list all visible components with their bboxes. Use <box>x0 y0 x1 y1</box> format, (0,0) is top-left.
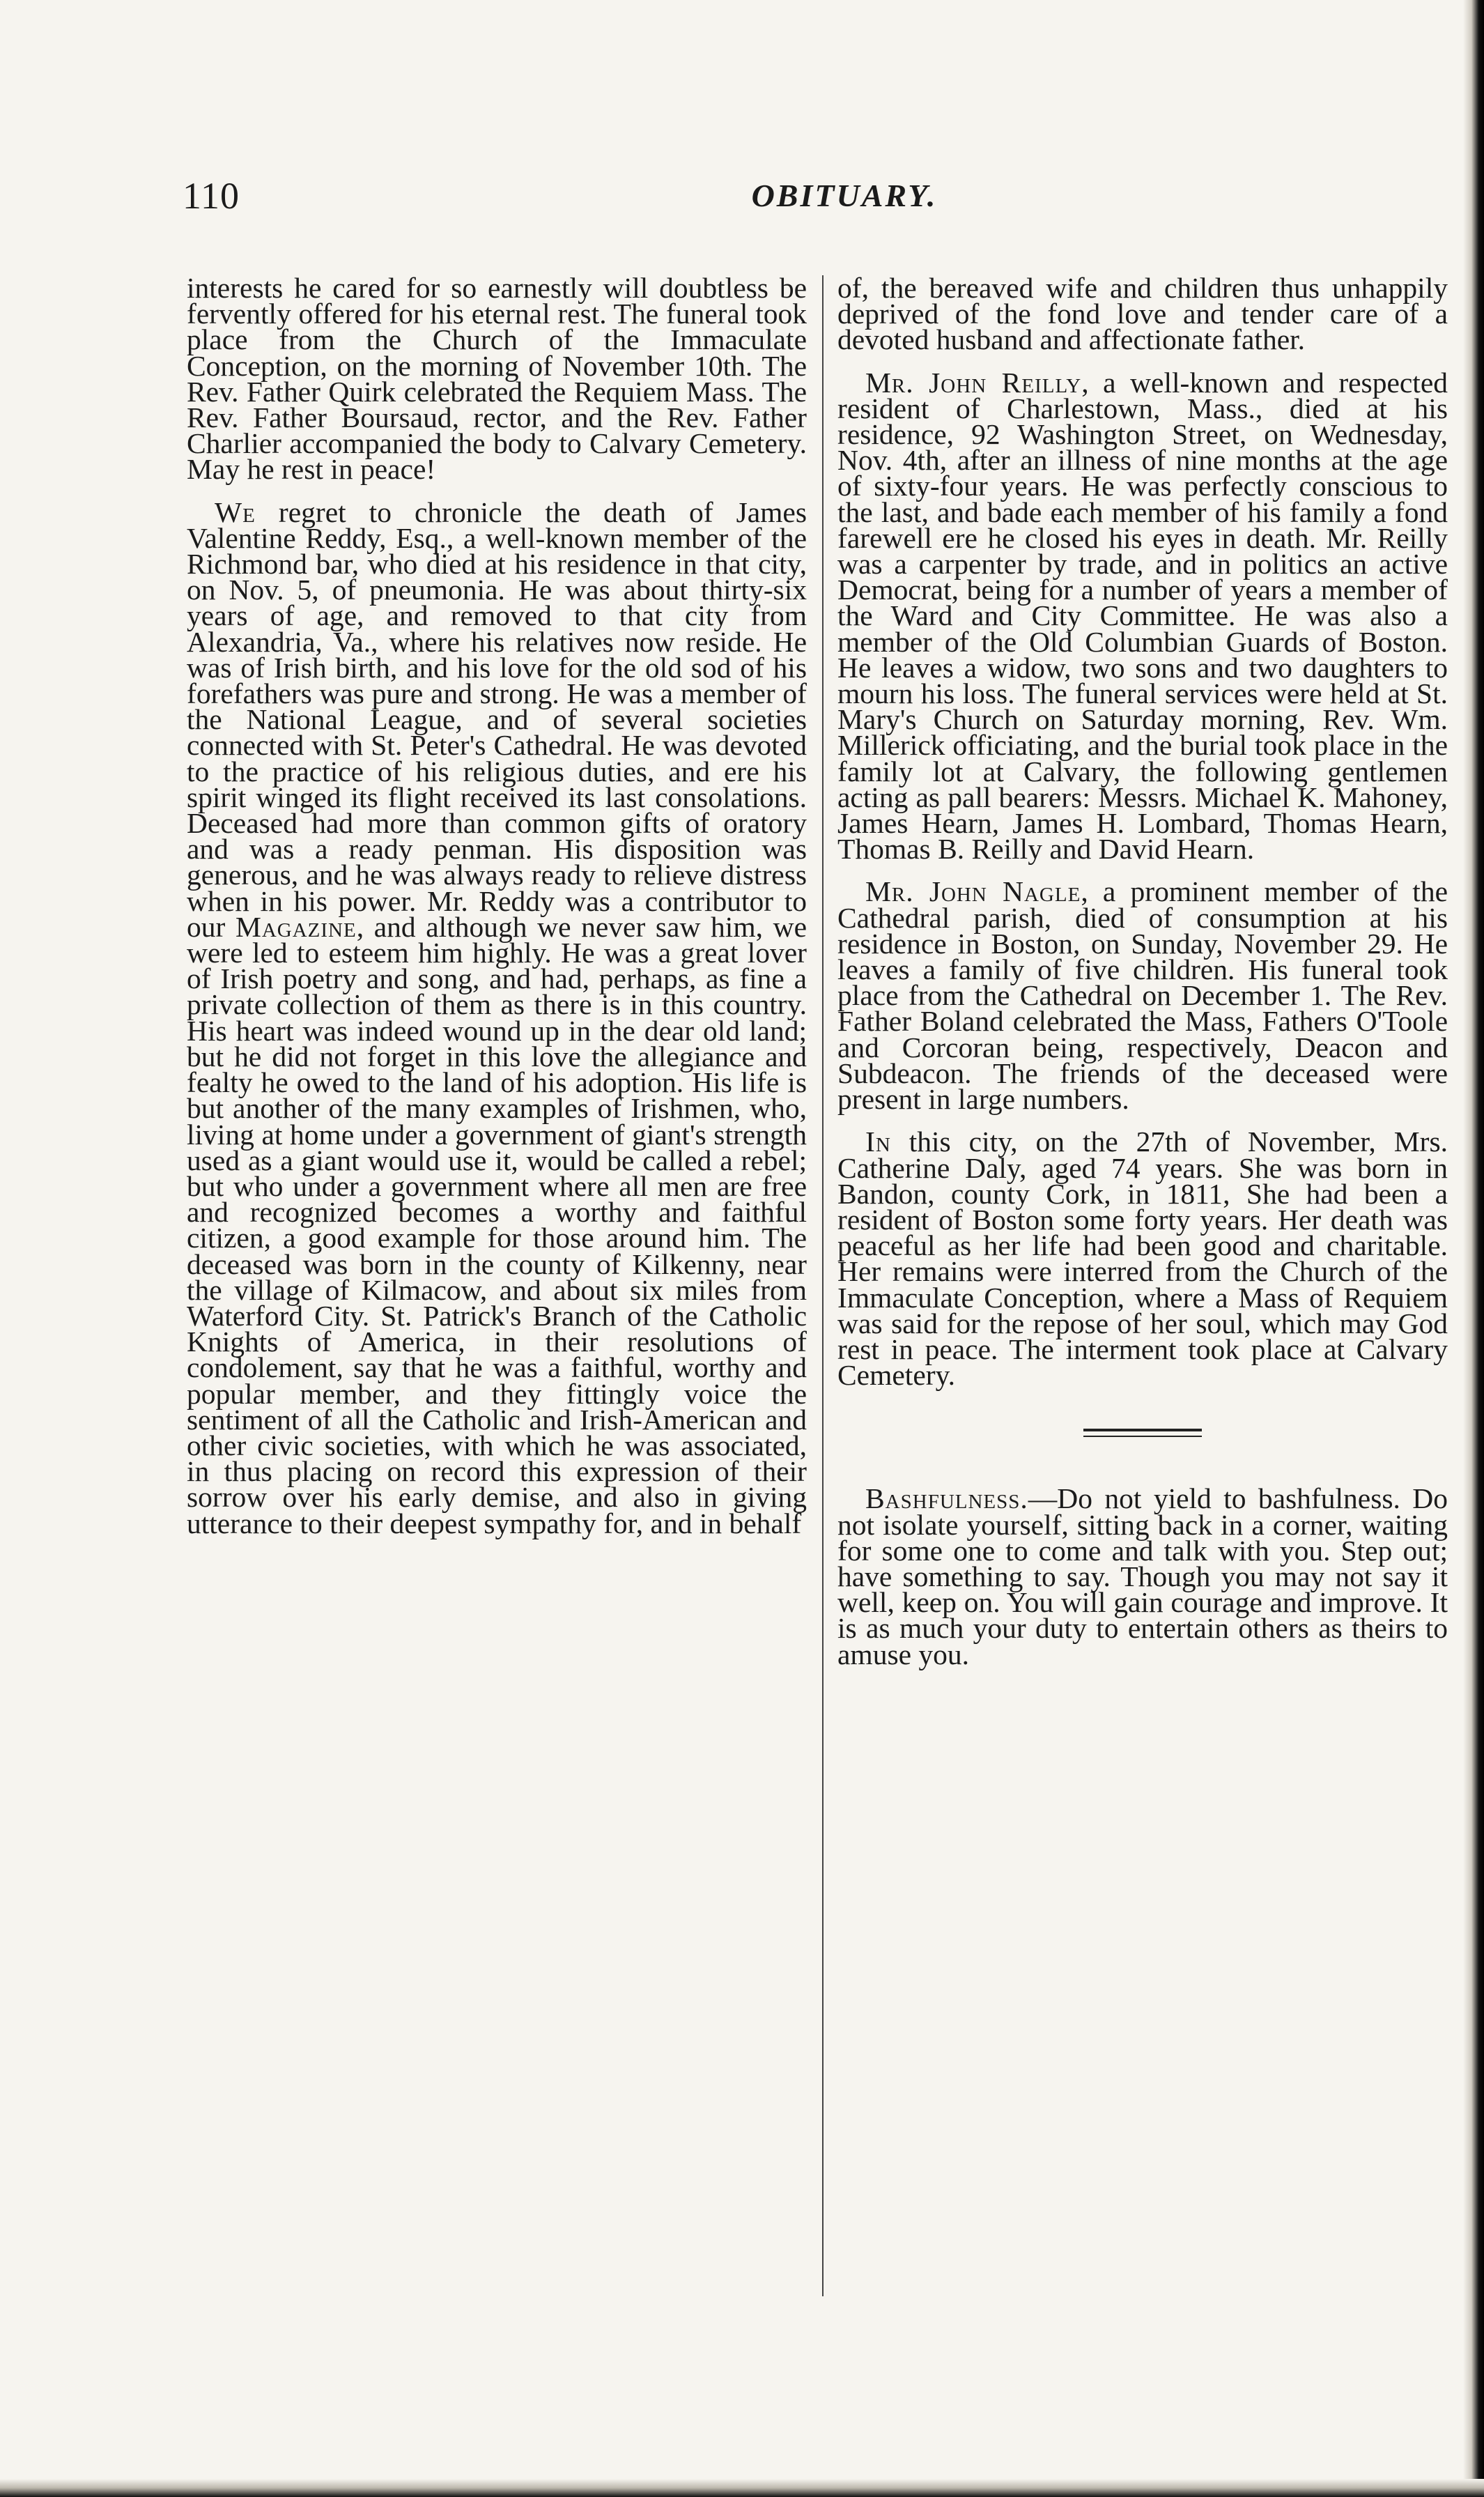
running-head: OBITUARY. <box>751 178 938 213</box>
text-run: , a well-known and respected resident of Charlestown, Mass., died at his residence, 92 Washington Street, on Wednesday, Nov. 4th, after an illness of nine months at the age of sixty-four years. He was perfectly conscious to the last, and bade each member of his family a fond farewell ere he closed his eyes in death. Mr. Reilly was a carpenter by trade, and in politics an active Democrat, being for a number of years a member of the Ward and City Committee. He was also a member of the Old Columbian Guards of Boston. He leaves a widow, two sons and two daughters to mourn his loss. The funeral services were held at St. Mary's Church on Saturday morning, Rev. Wm. Millerick officiating, and the burial took place in the family lot at Calvary, the following gentlemen acting as pall bearers: Messrs. Michael K. Mahoney, James Hearn, James H. Lombard, Thomas Hearn, Thomas B. Reilly and David Hearn. <box>837 366 1448 866</box>
lead-word: In <box>865 1125 891 1158</box>
paragraph-bashfulness <box>837 1482 1448 1670</box>
lead-name: Mr. John Nagle <box>865 875 1081 908</box>
page-edge-shadow <box>1463 0 1484 2497</box>
page-bottom-shadow <box>0 2479 1484 2497</box>
text-run: —Do not yield to bashfulness. Do not isolate yourself, sitting back in a corner, waiting for some one to come and talk with you. Step out; have something to say. Though you may not say it well, keep on. You will gain courage and improve. It is as much your duty to entertain others as theirs to amuse you. <box>837 1482 1448 1670</box>
rule-thick <box>1083 1429 1202 1431</box>
paragraph-reilly <box>837 366 1448 866</box>
lead-name: Mr. John Reilly <box>865 366 1082 399</box>
left-column <box>187 272 807 1539</box>
lead-title: Bashfulness. <box>865 1482 1028 1515</box>
paragraph-reddy <box>187 495 807 1539</box>
text-run: , and although we never saw him, we were led to esteem him highly. He was a great lover of Irish poetry and song, and had, perhaps, as fine a private collection of them as there is in this country. His heart was indeed wound up in the dear old land; but he did not forget in this love the allegiance and fealty he owed to the land of his adoption. His life is but another of the many examples of Irishmen, who, living at home under a government of giant's strength used as a giant would use it, would be called a rebel; but who under a government where all men are free and recognized becomes a worthy and faithful citizen, a good example for those around him. The deceased was born in the county of Kilkenny, near the village of Kilmacow, and about six miles from Waterford City. St. Patrick's Branch of the Catholic Knights of America, in their resolutions of condolement, say that he was a faithful, worthy and popular member, and they fittingly voice the sentiment of all the Catholic and Irish-American and other civic societies, with which he was associated, in thus placing on record this expression of their sorrow over his early demise, and also in giving utterance to their deepest sympathy for, and in behalf <box>187 910 807 1539</box>
column-divider <box>822 275 824 2296</box>
paragraph-continuation: interests he cared for so earnestly will doubtless be fervently offered for his eternal rest. The funeral took place from the Church of the Immaculate Conception, on the morning of November 10th. The Rev. Father Quirk celebrated the Requiem Mass. The Rev. Father Boursaud, rector, and the Rev. Father Charlier accompanied the body to Calvary Cemetery. May he rest in peace! <box>187 272 807 486</box>
page-number: 110 <box>183 175 240 217</box>
text-run: , a prominent member of the Cathedral parish, died of consumption at his residence in Boston, on Sunday, November 29. He leaves a family of five children. His funeral took place from the Cathedral on December 1. The Rev. Father Boland celebrated the Mass, Fathers O'Toole and Corcoran being, respectively, Deacon and Subdeacon. The friends of the deceased were present in large numbers. <box>837 875 1448 1116</box>
text-run: this city, on the 27th of November, Mrs. Catherine Daly, aged 74 years. She was born in Bandon, county Cork, in 1811, She had been a resident of Boston some forty years. Her death was peaceful as her life had been good and charitable. Her remains were interred from the Church of the Immaculate Conception, where a Mass of Requiem was said for the repose of her soul, which may God rest in peace. The interment took place at Calvary Cemetery. <box>837 1125 1448 1392</box>
paragraph-daly <box>837 1125 1448 1392</box>
lead-word: We <box>215 495 256 528</box>
page-header <box>183 174 1451 223</box>
rule-thin <box>1083 1436 1202 1437</box>
right-column <box>837 272 1448 1670</box>
text-run: regret to chronicle the death of James Valentine Reddy, Esq., a well-known member of the Richmond bar, who died at his residence in that city, on Nov. 5, of pneumonia. He was about thirty-six years of age, and removed to that city from Alexandria, Va., where his relatives now reside. He was of Irish birth, and his love for the old sod of his forefathers was pure and strong. He was a member of the National League, and of several societies connected with St. Peter's Cathedral. He was devoted to the practice of his religious duties, and ere his spirit winged its flight received its last consolations. Deceased had more than common gifts of oratory and was a ready penman. His disposition was generous, and he was always ready to relieve distress when in his power. Mr. Reddy was a contributor to our <box>187 495 807 943</box>
section-rule <box>1083 1429 1202 1437</box>
magazine-word: Magazine <box>235 910 357 943</box>
paragraph-nagle <box>837 875 1448 1116</box>
paragraph-continuation: of, the bereaved wife and children thus unhappily deprived of the fond love and tender care of a devoted husband and affectionate father. <box>837 272 1448 356</box>
